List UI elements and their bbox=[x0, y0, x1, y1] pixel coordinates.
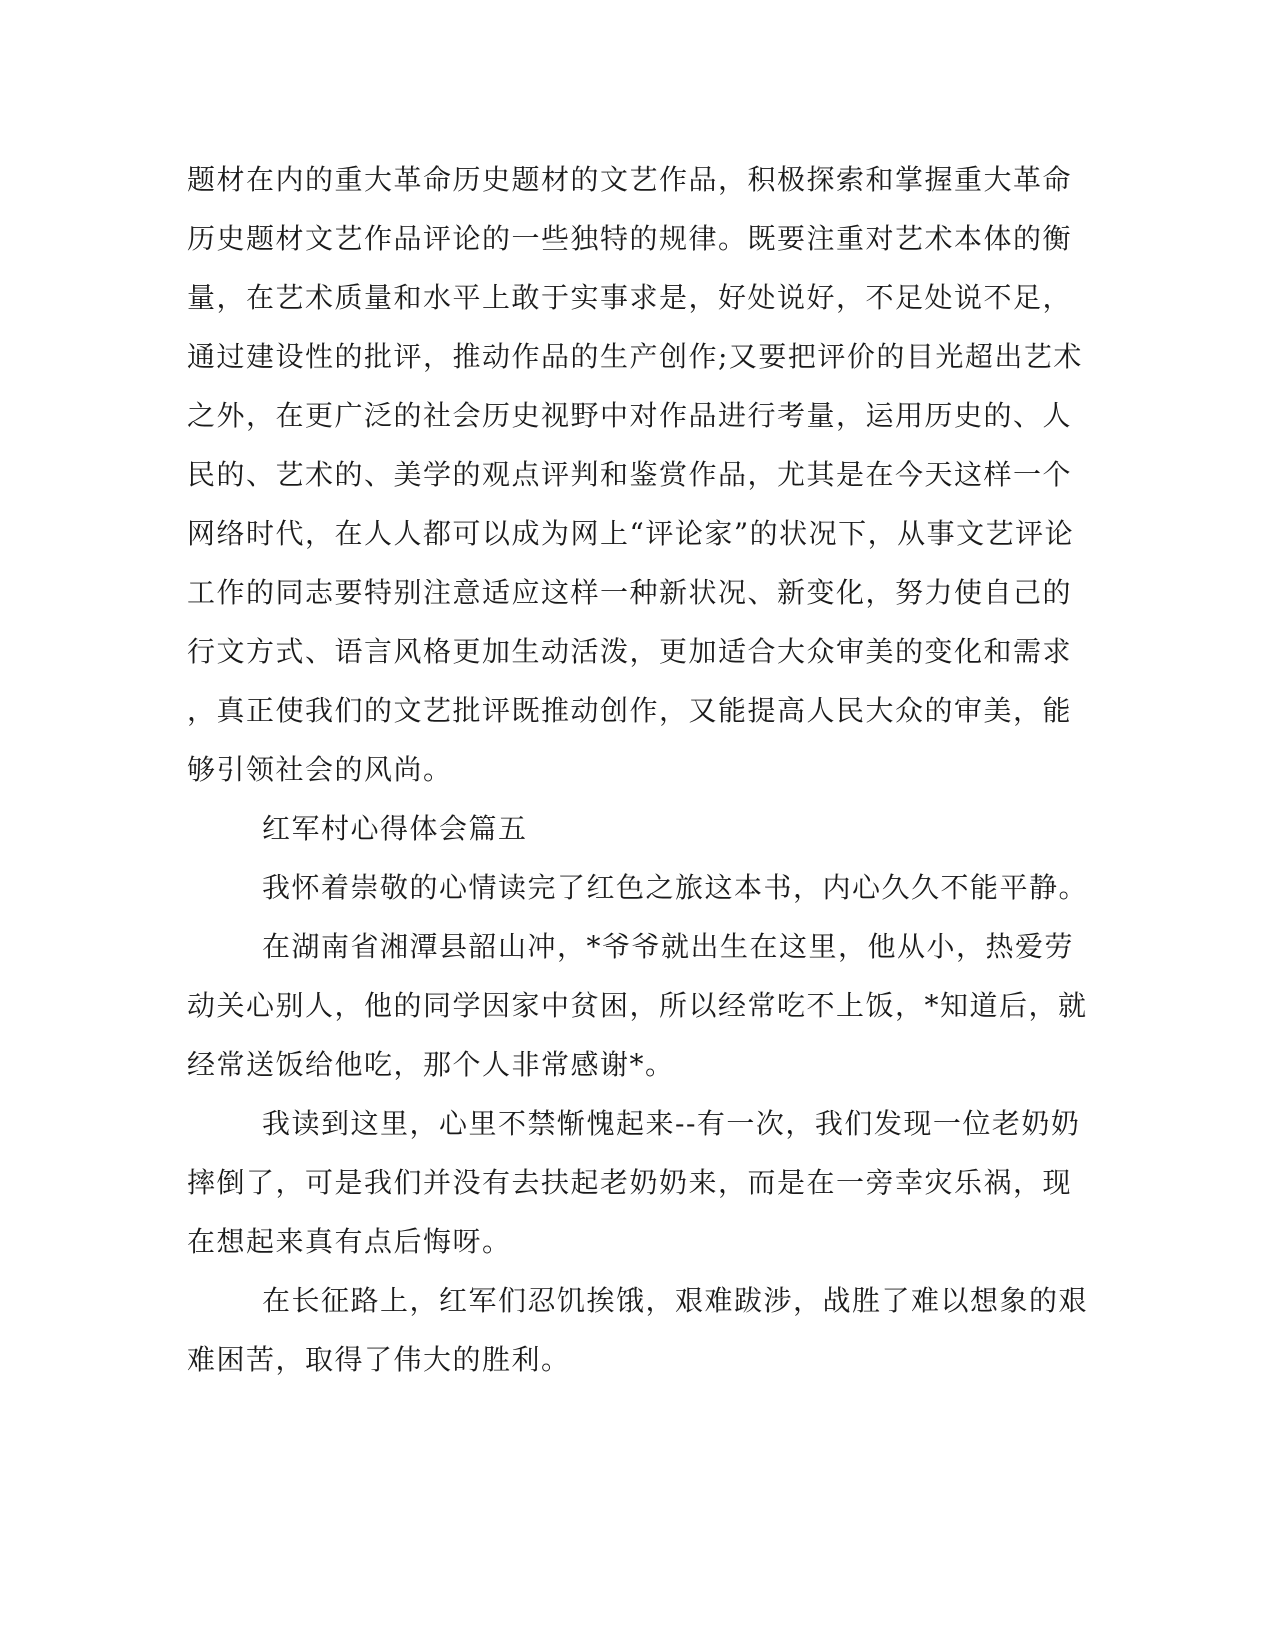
text-line: 摔倒了，可是我们并没有去扶起老奶奶来，而是在一旁幸灾乐祸，现 bbox=[187, 1166, 1073, 1199]
text-line: 民的、艺术的、美学的观点评判和鉴赏作品，尤其是在今天这样一个 bbox=[187, 458, 1073, 491]
text-line: ，真正使我们的文艺批评既推动创作，又能提高人民大众的审美，能 bbox=[187, 694, 1073, 727]
text-line: 我读到这里，心里不禁惭愧起来--有一次，我们发现一位老奶奶 bbox=[262, 1107, 1081, 1140]
text-line: 通过建设性的批评，推动作品的生产创作;又要把评价的目光超出艺术 bbox=[187, 340, 1083, 373]
text-line: 难困苦，取得了伟大的胜利。 bbox=[187, 1343, 571, 1376]
section-heading: 红军村心得体会篇五 bbox=[262, 812, 528, 845]
text-line: 工作的同志要特别注意适应这样一种新状况、新变化，努力使自己的 bbox=[187, 576, 1073, 609]
text-line: 在想起来真有点后悔呀。 bbox=[187, 1225, 512, 1258]
text-line: 题材在内的重大革命历史题材的文艺作品，积极探索和掌握重大革命 bbox=[187, 163, 1073, 196]
text-line: 经常送饭给他吃，那个人非常感谢*。 bbox=[187, 1048, 675, 1081]
text-line: 在湖南省湘潭县韶山冲，*爷爷就出生在这里，他从小，热爱劳 bbox=[262, 930, 1075, 963]
text-line: 我怀着崇敬的心情读完了红色之旅这本书，内心久久不能平静。 bbox=[262, 871, 1089, 904]
text-line: 历史题材文艺作品评论的一些独特的规律。既要注重对艺术本体的衡 bbox=[187, 222, 1073, 255]
text-line: 网络时代，在人人都可以成为网上“评论家”的状况下，从事文艺评论 bbox=[187, 517, 1075, 550]
text-line: 动关心别人，他的同学因家中贫困，所以经常吃不上饭，*知道后，就 bbox=[187, 989, 1088, 1022]
text-line: 够引领社会的风尚。 bbox=[187, 753, 453, 786]
text-line: 之外，在更广泛的社会历史视野中对作品进行考量，运用历史的、人 bbox=[187, 399, 1073, 432]
text-line: 在长征路上，红军们忍饥挨饿，艰难跋涉，战胜了难以想象的艰 bbox=[262, 1284, 1089, 1317]
text-line: 行文方式、语言风格更加生动活泼，更加适合大众审美的变化和需求 bbox=[187, 635, 1073, 668]
text-line: 量，在艺术质量和水平上敢于实事求是，好处说好，不足处说不足， bbox=[187, 281, 1073, 314]
